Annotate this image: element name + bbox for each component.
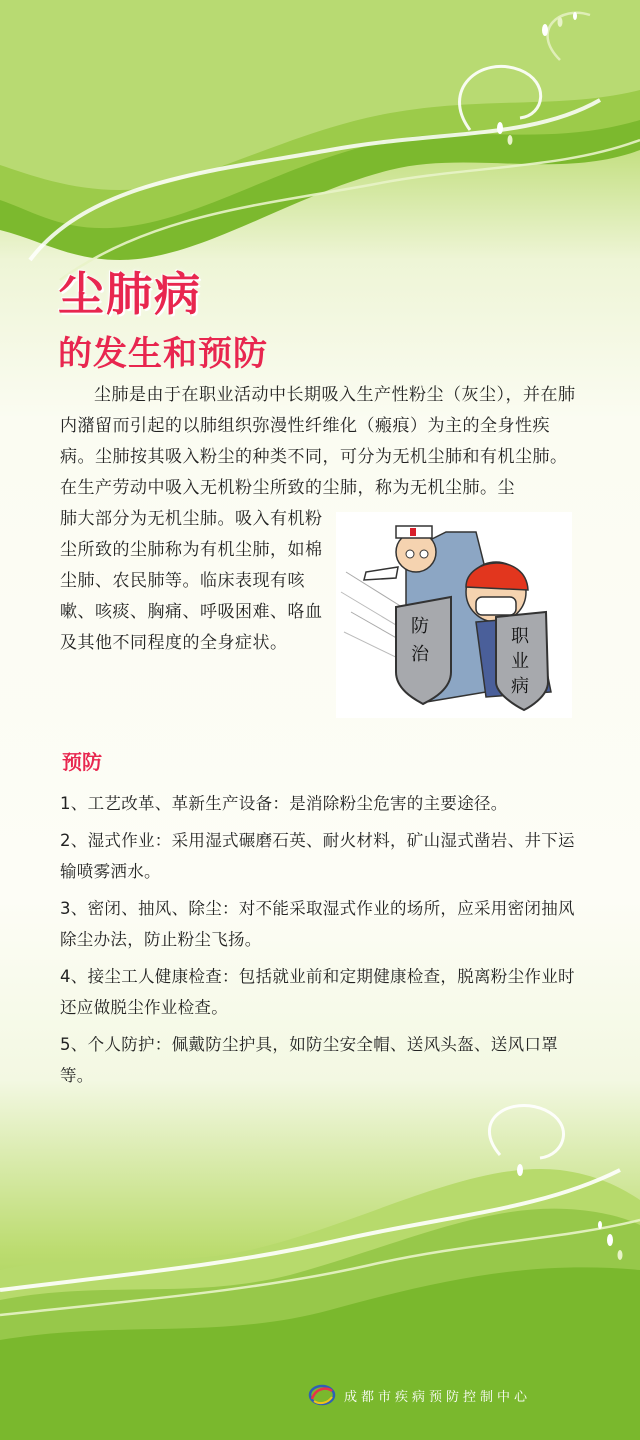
shield-right-label-2: 业: [511, 651, 529, 672]
prevention-item: 3、密闭、抽风、除尘：对不能采取湿式作业的场所，应采用密闭抽风除尘办法，防止粉尘飞扬。: [60, 899, 575, 949]
page-subtitle: 的发生和预防: [58, 334, 268, 374]
prevention-item: 4、接尘工人健康检查：包括就业前和定期健康检查，脱离粉尘作业时还应做脱尘作业检查。: [60, 967, 575, 1017]
page-title: 尘肺病: [58, 267, 202, 321]
intro-paragraph: 尘肺是由于在职业活动中长期吸入生产性粉尘（灰尘），并在肺内潴留而引起的以肺组织弥漫性纤维化（瘢痕）为主的全身性疾病。尘肺按其吸入粉尘的种类不同，可分为无机尘肺和有机尘肺。在生产劳动中吸入无机粉尘所致的尘肺，称为无机尘肺。尘: [60, 385, 576, 498]
occupational-disease-illustration: [336, 512, 572, 718]
cartoon-doctor-worker-image: [336, 512, 572, 718]
shield-right-label-1: 职: [511, 626, 529, 647]
prevention-item: 2、湿式作业：采用湿式碾磨石英、耐火材料，矿山湿式凿岩、井下运输喷雾洒水。: [60, 831, 575, 881]
prevention-item: 5、个人防护：佩戴防尘护具，如防尘安全帽、送风头盔、送风口罩等。: [60, 1035, 558, 1085]
footer: [308, 1382, 531, 1408]
prevention-list: [60, 788, 580, 1097]
top-wave-decoration: [0, 0, 640, 300]
shield-right-label-3: 病: [511, 676, 529, 697]
cdc-logo-icon: [308, 1383, 336, 1407]
prevention-heading: 预防: [62, 750, 102, 774]
shield-left-label-2: 治: [411, 644, 429, 665]
prevention-item: 1、工艺改革、革新生产设备：是消除粉尘危害的主要途径。: [60, 794, 508, 813]
intro-paragraph-continued: 肺大部分为无机尘肺。吸入有机粉尘所致的尘肺称为有机尘肺，如棉尘肺、农民肺等。临床表现有咳嗽、咳痰、胸痛、呼吸困难、咯血及其他不同程度的全身症状。: [60, 509, 323, 653]
organization-name: 成都市疾病预防控制中心: [344, 1389, 532, 1405]
shield-left-label-1: 防: [411, 616, 429, 637]
